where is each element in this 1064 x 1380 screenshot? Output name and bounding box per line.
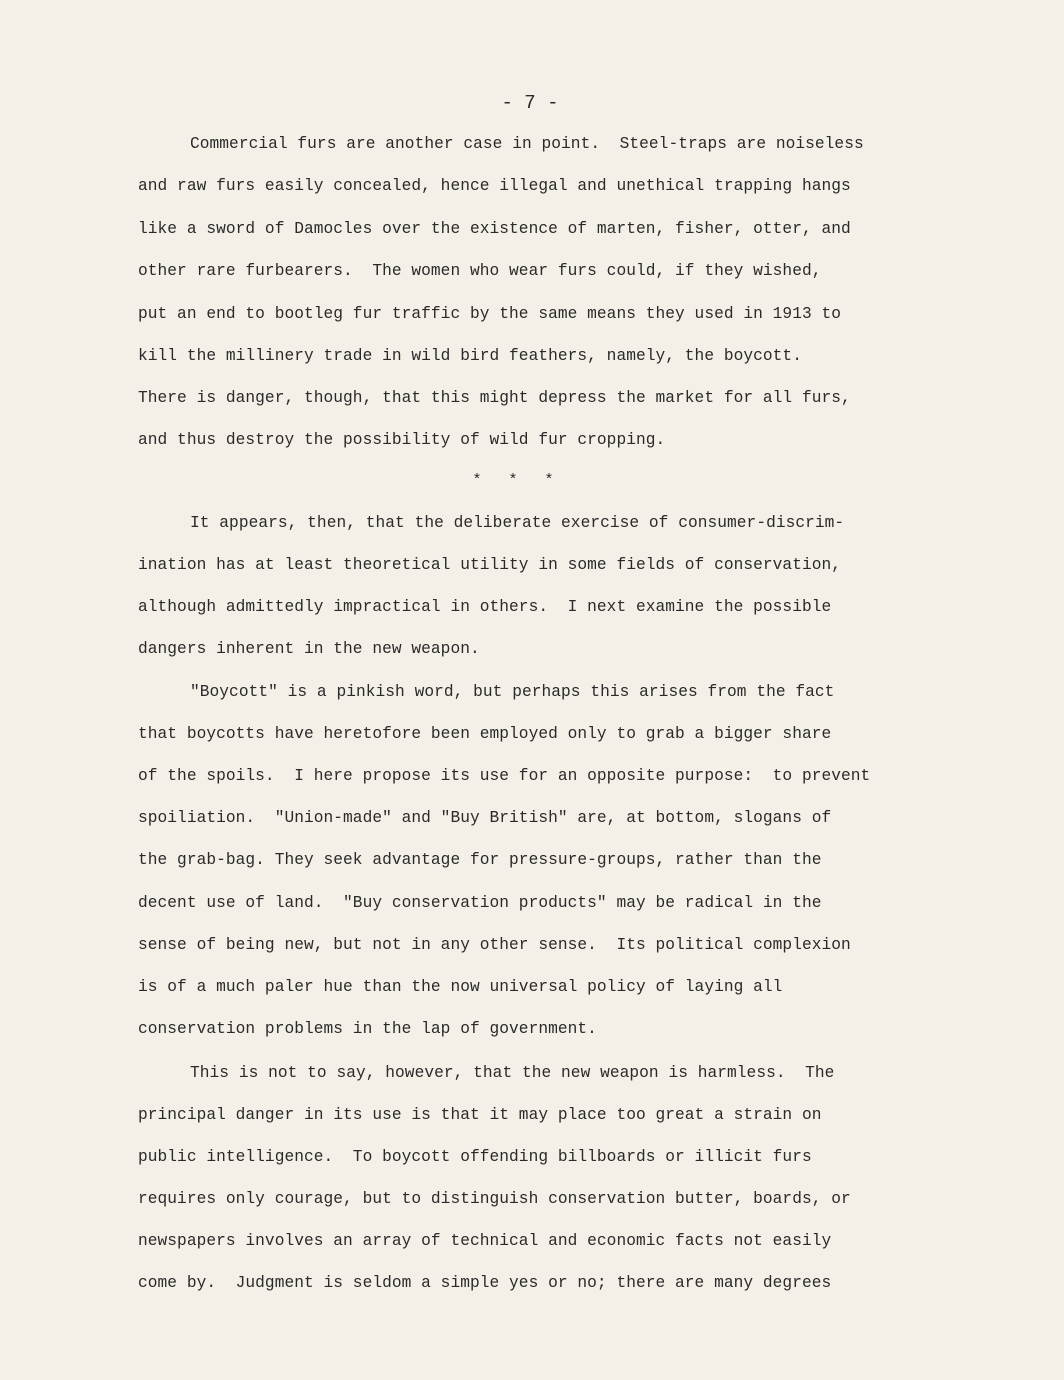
text-line: like a sword of Damocles over the existence of marten, fisher, otter, and: [138, 220, 851, 238]
text-line: sense of being new, but not in any other sense. Its political complexion: [138, 936, 851, 954]
text-line: public intelligence. To boycott offending billboards or illicit furs: [138, 1148, 812, 1166]
text-line: requires only courage, but to distinguish conservation butter, boards, or: [138, 1190, 851, 1208]
text-line: and raw furs easily concealed, hence illegal and unethical trapping hangs: [138, 177, 851, 195]
text-line: of the spoils. I here propose its use for an opposite purpose: to prevent: [138, 767, 871, 785]
text-line: is of a much paler hue than the now universal policy of laying all: [138, 978, 783, 996]
text-line: "Boycott" is a pinkish word, but perhaps this arises from the fact: [190, 683, 835, 701]
text-line: kill the millinery trade in wild bird feathers, namely, the boycott.: [138, 347, 802, 365]
text-line: ination has at least theoretical utility in some fields of conservation,: [138, 556, 842, 574]
text-line: decent use of land. "Buy conservation products" may be radical in the: [138, 894, 822, 912]
text-line: although admittedly impractical in others. I next examine the possible: [138, 598, 832, 616]
text-line: It appears, then, that the deliberate exercise of consumer-discrim-: [190, 514, 845, 532]
text-line: There is danger, though, that this might depress the market for all furs,: [138, 389, 851, 407]
text-line: that boycotts have heretofore been employed only to grab a bigger share: [138, 725, 832, 743]
section-divider: * * *: [472, 472, 554, 489]
text-line: and thus destroy the possibility of wild fur cropping.: [138, 431, 666, 449]
text-line: This is not to say, however, that the new weapon is harmless. The: [190, 1064, 835, 1082]
text-line: dangers inherent in the new weapon.: [138, 640, 480, 658]
text-line: Commercial furs are another case in point. Steel-traps are noiseless: [190, 135, 864, 153]
page-number: - 7 -: [501, 92, 559, 114]
text-line: put an end to bootleg fur traffic by the same means they used in 1913 to: [138, 305, 842, 323]
text-line: other rare furbearers. The women who wear furs could, if they wished,: [138, 262, 822, 280]
text-line: principal danger in its use is that it may place too great a strain on: [138, 1106, 822, 1124]
text-line: conservation problems in the lap of government.: [138, 1020, 597, 1038]
text-line: spoiliation. "Union-made" and "Buy British" are, at bottom, slogans of: [138, 809, 832, 827]
text-line: come by. Judgment is seldom a simple yes or no; there are many degrees: [138, 1274, 832, 1292]
text-line: the grab-bag. They seek advantage for pressure-groups, rather than the: [138, 851, 822, 869]
text-line: newspapers involves an array of technical and economic facts not easily: [138, 1232, 832, 1250]
